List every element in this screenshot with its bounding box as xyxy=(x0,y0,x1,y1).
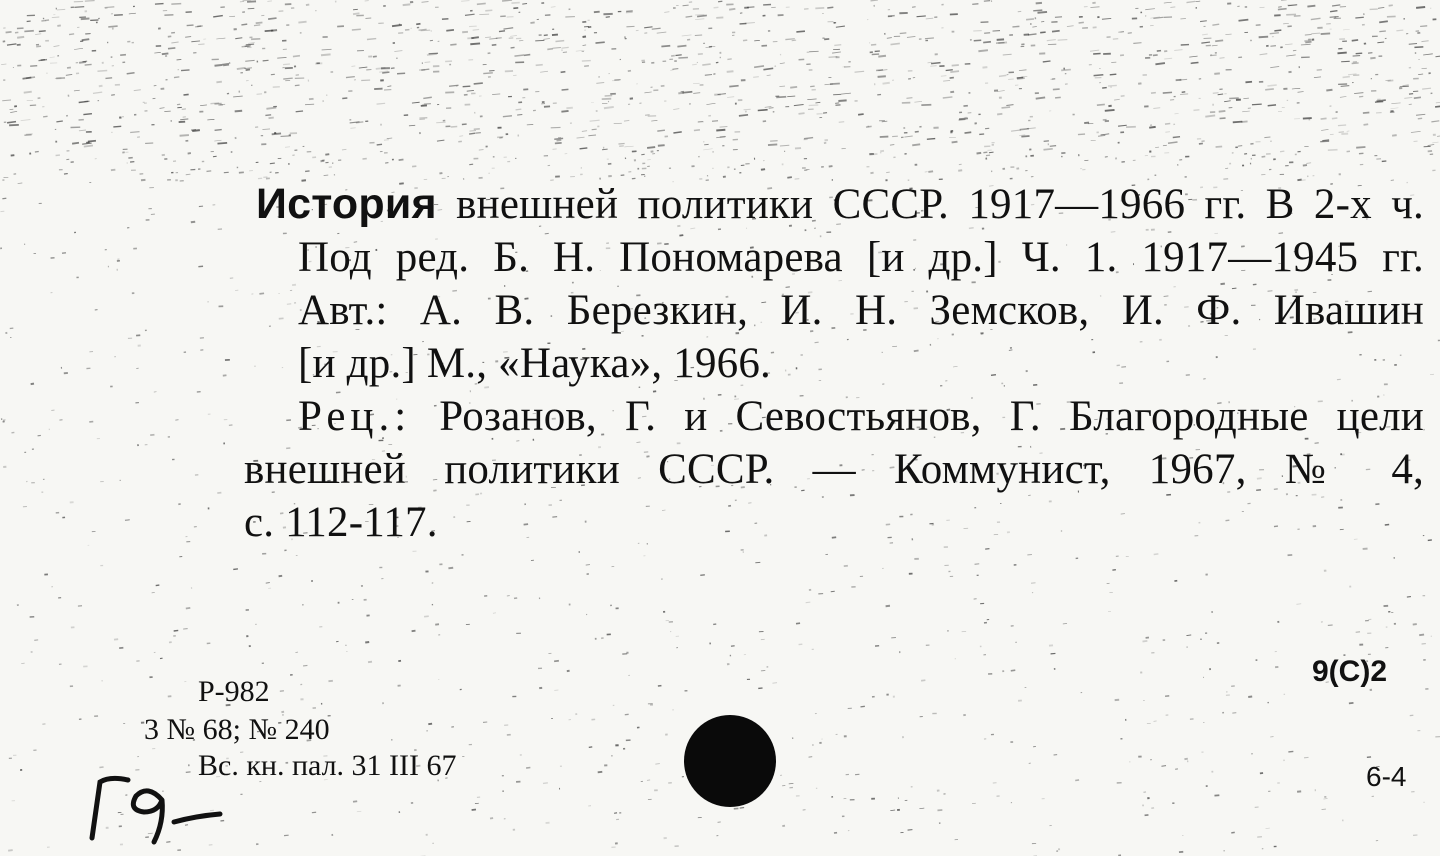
bibliographic-entry xyxy=(244,178,1424,549)
review-label: Рец.: xyxy=(298,393,412,440)
review-line-2: внешней политики СССР. — Коммунист, 1967, № 4, xyxy=(244,446,1424,493)
z-code: 3 № 68; № 240 xyxy=(144,713,330,746)
r-code: Р-982 xyxy=(198,675,270,708)
title-text: внешней политики СССР. 1917—1966 гг. В 2-х ч. xyxy=(456,181,1424,228)
review-line-3: с. 112-117. xyxy=(244,499,438,546)
review-text-1: Розанов, Г. и Севостьянов, Г. Благородные цели xyxy=(439,393,1425,440)
heading-word: История xyxy=(256,180,437,228)
chamber-record: Вс. кн. пал. 31 III 67 xyxy=(198,749,457,782)
entry-line-authors: Авт.: А. В. Березкин, И. Н. Земсков, И. Ф. Ивашин xyxy=(298,287,1424,334)
entry-line-editor: Под ред. Б. Н. Пономарева [и др.] Ч. 1. 1917—1945 гг. xyxy=(298,234,1424,281)
handwritten-mark xyxy=(70,770,230,850)
copy-count: 6-4 xyxy=(1366,761,1407,792)
punch-hole xyxy=(684,715,776,807)
entry-line-title xyxy=(244,178,1424,231)
review-line-1 xyxy=(244,390,1424,443)
entry-line-imprint: [и др.] М., «Наука», 1966. xyxy=(298,340,771,387)
classification-code: 9(С)2 xyxy=(1312,655,1388,688)
